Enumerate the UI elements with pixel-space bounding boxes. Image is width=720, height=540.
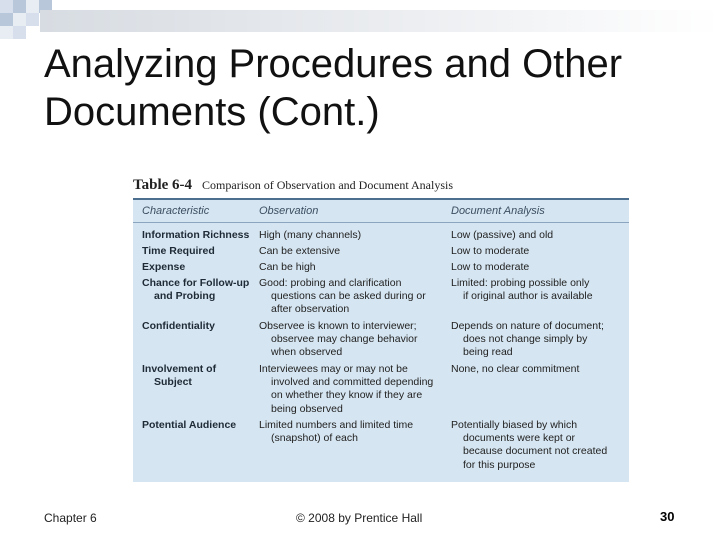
cell-observation (259, 245, 340, 258)
cell-document-analysis (451, 419, 607, 472)
cell-line: Low to moderate (451, 261, 530, 273)
cell-line: Confidentiality (142, 320, 215, 332)
slide-title-line: Documents (Cont.) (44, 90, 380, 134)
table-header-row (133, 200, 629, 223)
cell-line: does not change simply by (463, 333, 588, 346)
deco-square (13, 0, 26, 13)
cell-line: Can be extensive (259, 245, 341, 257)
cell-line: being observed (271, 402, 343, 415)
deco-square (26, 13, 39, 26)
cell-document-analysis (451, 363, 579, 376)
cell-document-analysis (451, 277, 593, 303)
comparison-table-figure (133, 176, 629, 482)
header-observation: Observation (259, 205, 319, 217)
cell-document-analysis (451, 261, 529, 274)
cell-observation (259, 277, 426, 317)
cell-observation (259, 320, 418, 360)
cell-observation (259, 419, 413, 445)
cell-line: Involvement of (142, 363, 217, 375)
cell-line: Potential Audience (142, 419, 237, 431)
slide-title-line: Analyzing Procedures and Other (44, 42, 623, 86)
cell-document-analysis (451, 245, 529, 258)
cell-line: Subject (154, 376, 192, 389)
cell-line: Potentially biased by which (451, 419, 578, 431)
deco-square (0, 13, 13, 26)
deco-square (13, 13, 26, 26)
cell-line: on whether they know if they are (271, 389, 423, 402)
cell-observation (259, 363, 433, 416)
cell-observation (259, 229, 361, 242)
comparison-table (133, 198, 629, 482)
cell-line: Low to moderate (451, 245, 530, 257)
cell-characteristic (142, 419, 236, 432)
cell-characteristic (142, 261, 185, 274)
decorative-header (0, 0, 720, 40)
cell-line: None, no clear commitment (451, 363, 580, 375)
cell-characteristic (142, 229, 249, 242)
cell-line: when observed (271, 346, 343, 359)
cell-line: being read (463, 346, 513, 359)
cell-line: documents were kept or (463, 432, 576, 445)
slide-title (44, 40, 704, 136)
cell-line: (snapshot) of each (271, 432, 358, 445)
cell-line: Information Richness (142, 229, 250, 241)
cell-characteristic (142, 363, 216, 389)
cell-line: for this purpose (463, 458, 536, 471)
cell-document-analysis (451, 229, 553, 242)
cell-line: observee may change behavior (271, 333, 418, 346)
cell-line: Limited: probing possible only (451, 277, 590, 289)
deco-square (0, 0, 13, 13)
cell-line: and Probing (154, 290, 216, 303)
cell-line: Chance for Follow-up (142, 277, 250, 289)
cell-characteristic (142, 320, 215, 333)
cell-line: Can be high (259, 261, 316, 273)
cell-line: questions can be asked during or (271, 290, 426, 303)
cell-line: Observee is known to interviewer; (259, 320, 417, 332)
table-caption: Comparison of Observation and Document Analysis (202, 178, 454, 192)
cell-line: if original author is available (463, 290, 593, 303)
footer-chapter: Chapter 6 (44, 511, 97, 525)
cell-line: High (many channels) (259, 229, 362, 241)
table-number: Table 6-4 (133, 177, 193, 193)
cell-line: after observation (271, 303, 350, 316)
deco-square (13, 26, 26, 39)
cell-document-analysis (451, 320, 604, 360)
header-document-analysis: Document Analysis (451, 205, 545, 217)
cell-characteristic (142, 277, 249, 303)
cell-observation (259, 261, 316, 274)
header-gradient-bar (40, 10, 720, 32)
cell-line: Depends on nature of document; (451, 320, 604, 332)
deco-square (0, 26, 13, 39)
header-characteristic: Characteristic (142, 205, 210, 217)
footer-page-number: 30 (660, 509, 675, 524)
cell-line: Limited numbers and limited time (259, 419, 414, 431)
cell-line: Good: probing and clarification (259, 277, 402, 289)
deco-square (26, 0, 39, 13)
cell-line: Low (passive) and old (451, 229, 554, 241)
cell-line: Expense (142, 261, 186, 273)
cell-line: involved and committed depending (271, 376, 434, 389)
cell-line: Time Required (142, 245, 215, 257)
cell-characteristic (142, 245, 215, 258)
cell-line: Interviewees may or may not be (259, 363, 408, 375)
table-heading (133, 176, 629, 198)
cell-line: because document not created (463, 445, 608, 458)
footer-copyright: © 2008 by Prentice Hall (296, 511, 423, 525)
